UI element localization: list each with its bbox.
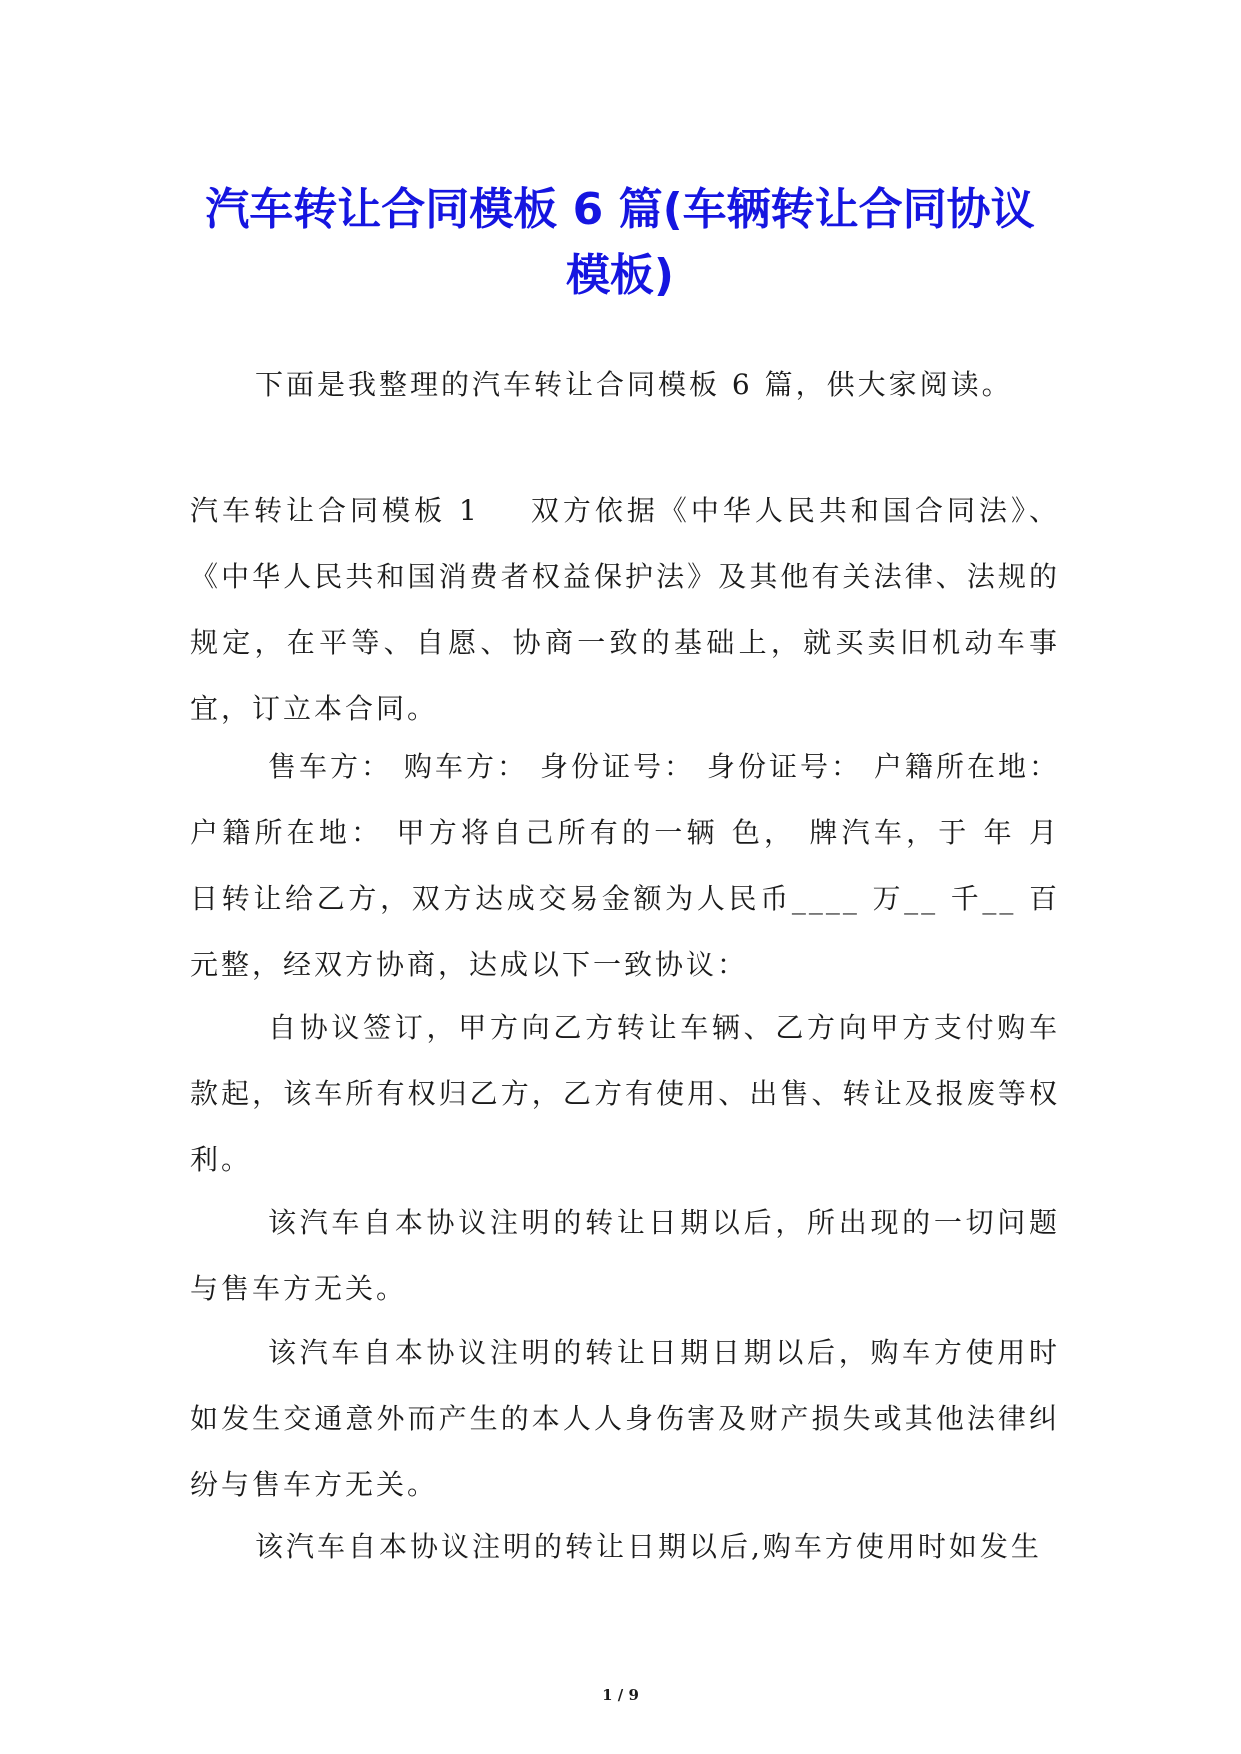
parties-paragraph (190, 734, 1060, 998)
ownership-paragraph (190, 995, 1060, 1193)
intro-paragraph (255, 352, 1075, 418)
page-number: 1 / 9 (602, 1686, 639, 1704)
liability-text: 该汽车自本协议注明的转让日期以后，所出现的一切问题与售车方无关。 (190, 1206, 1060, 1305)
continued-text: 该汽车自本协议注明的转让日期以后,购车方使用时如发生 (255, 1530, 1042, 1563)
liability-paragraph (190, 1190, 1060, 1322)
ownership-text: 自协议签订，甲方向乙方转让车辆、乙方向甲方支付购车款起，该车所有权归乙方，乙方有使用、出售、转让及报废等权利。 (190, 1011, 1060, 1176)
document-title (150, 177, 1090, 309)
parties-text: 售车方： 购车方： 身份证号： 身份证号： 户籍所在地：户籍所在地： 甲方将自己所有的一辆 色， 牌汽车，于 年 月 日转让给乙方，双方达成交易金额为人民币____ 万__ 千__ 百元整，经双方协商，达成以下一致协议： (190, 750, 1060, 981)
section-1-heading: 汽车转让合同模板 1 (190, 494, 480, 527)
intro-text: 下面是我整理的汽车转让合同模板 6 篇，供大家阅读。 (255, 368, 1013, 401)
accident-text: 该汽车自本协议注明的转让日期日期以后，购车方使用时如发生交通意外而产生的本人人身伤害及财产损失或其他法律纠纷与售车方无关。 (190, 1336, 1060, 1501)
continued-paragraph (255, 1514, 1065, 1580)
section-1-text: 双方依据《中华人民共和国合同法》、《中华人民共和国消费者权益保护法》及其他有关法律、法规的规定，在平等、自愿、协商一致的基础上，就买卖旧机动车事宜，订立本合同。 (190, 494, 1060, 725)
title-line-1: 汽车转让合同模板 6 篇(车辆转让合同协议 (205, 184, 1035, 236)
title-line-2: 模板) (565, 250, 675, 302)
accident-paragraph (190, 1320, 1060, 1518)
section-1-paragraph (190, 478, 1060, 742)
